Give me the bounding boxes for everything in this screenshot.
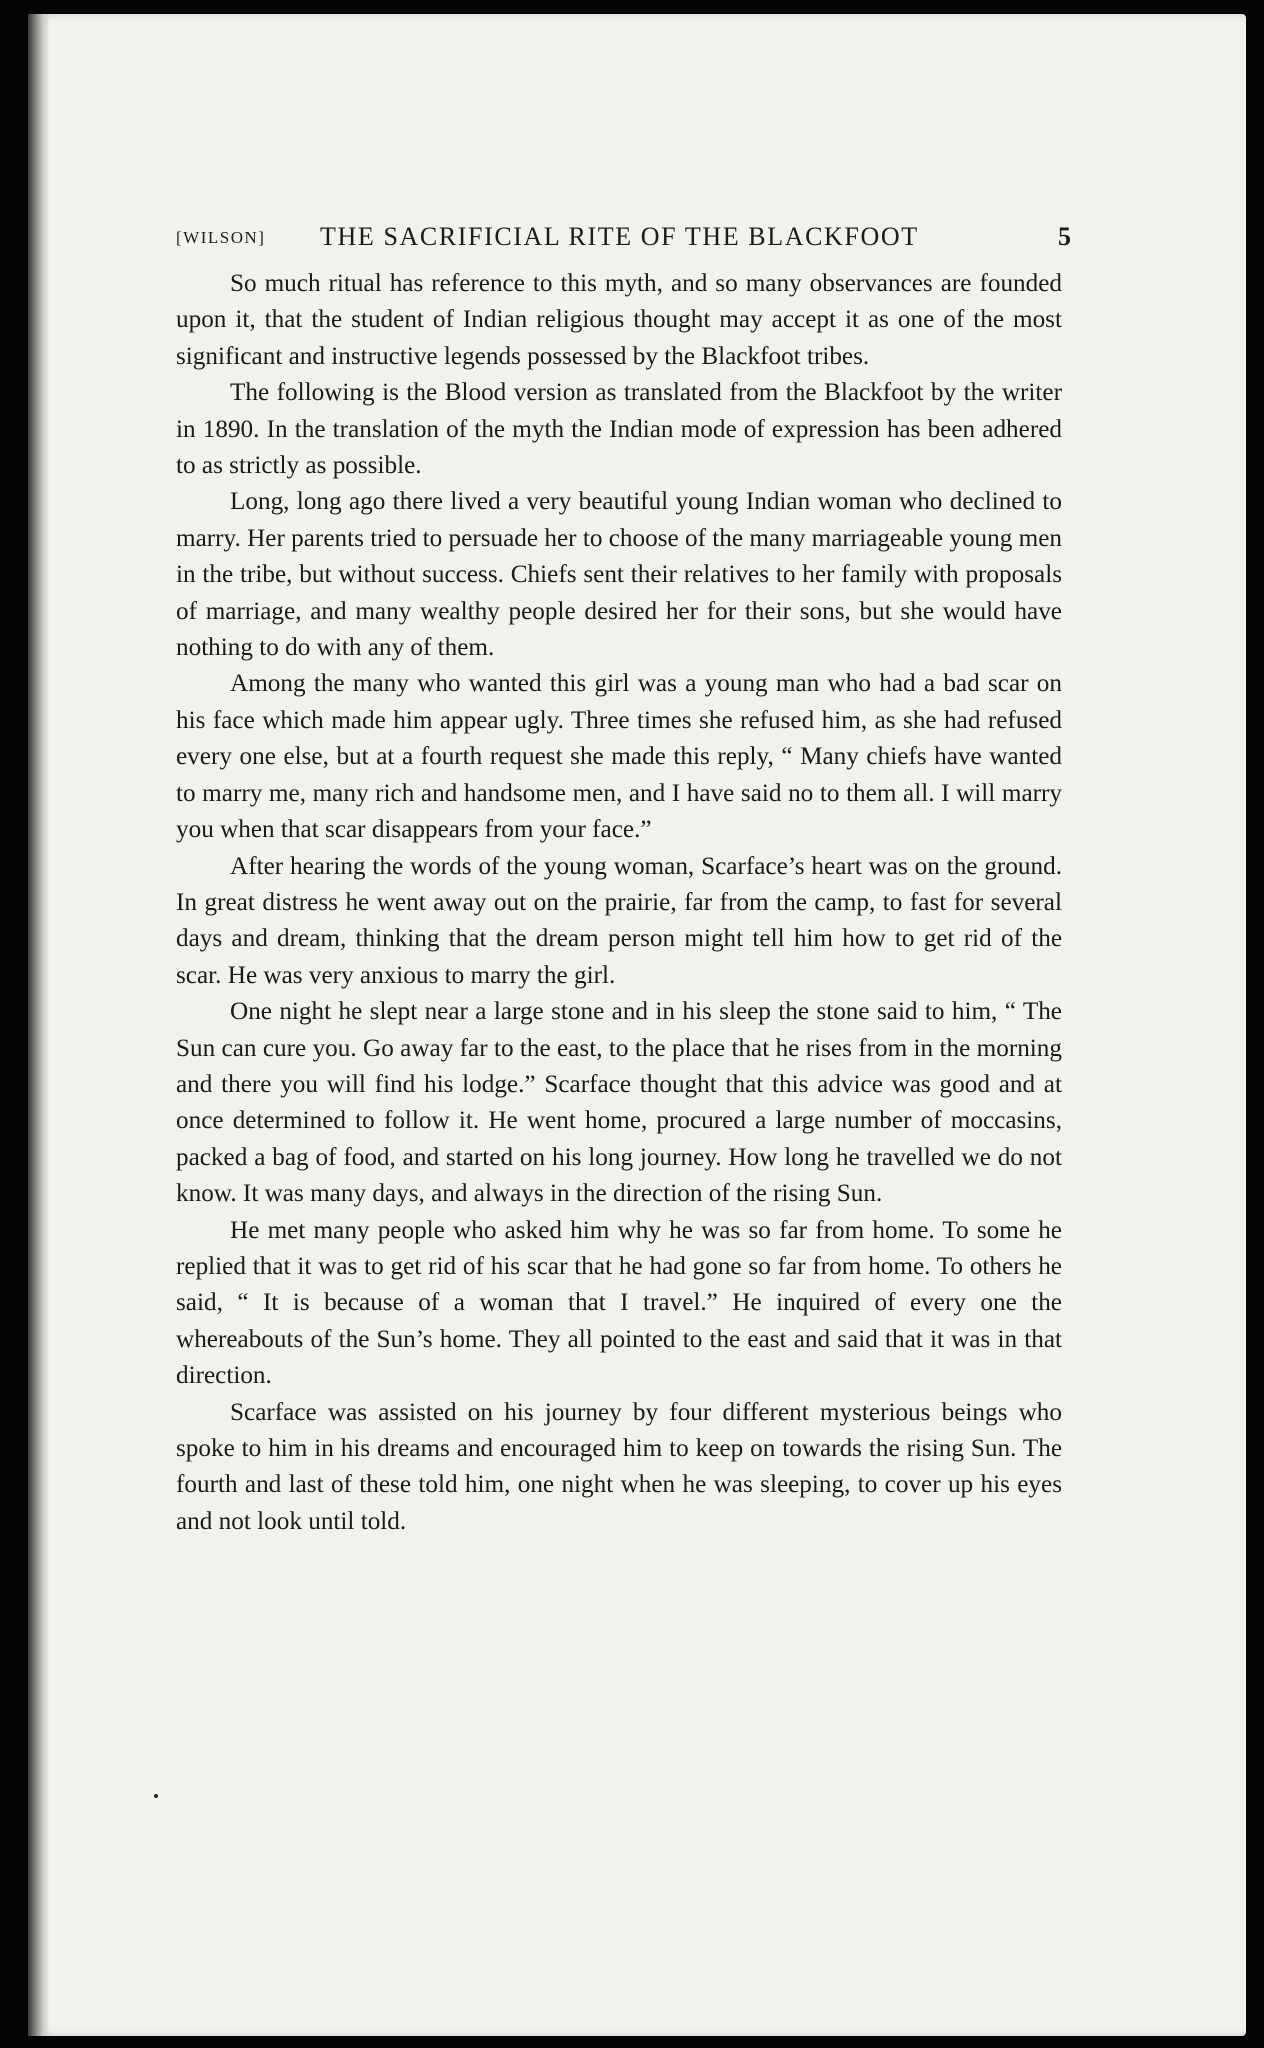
page-number: 5 xyxy=(1058,222,1072,251)
book-spine-shadow xyxy=(28,14,50,2036)
page-body xyxy=(176,266,1062,1540)
running-header xyxy=(176,222,1072,262)
paragraph-8: Scarface was assisted on his journey by four different mysterious beings who spoke to him in his dreams and encouraged him to keep on towards the rising Sun. The fourth and last of these told him, one night when he was sleeping, to cover up his eyes and not look until told. xyxy=(176,1398,1062,1535)
paragraph-3: Long, long ago there lived a very beautiful young Indian woman who declined to marry. Her parents tried to persuade her to choose of the many marriageable young men in the tribe, but without success. Chiefs sent their relatives to her family with proposals of marriage, and many wealthy people desired her for their sons, but she would have nothing to do with any of them. xyxy=(176,488,1062,662)
header-author: [WILSON] xyxy=(176,228,266,247)
paragraph-1: So much ritual has reference to this myth, and so many observances are founded upon it, that the student of Indian religious thought may accept it as one of the most significant and instructive legends possessed by the Blackfoot tribes. xyxy=(176,270,1062,370)
paragraph-4: Among the many who wanted this girl was a young man who had a bad scar on his face which made him appear ugly. Three times she refused him, as she had refused every one else, but at a fourth request she made this reply, “ Many chiefs have wanted to marry me, many rich and handsome men, and I have said no to them all. I will marry you when that scar disappears from your face.” xyxy=(176,670,1062,844)
margin-dot xyxy=(154,1794,158,1798)
paragraph-2: The following is the Blood version as translated from the Blackfoot by the writer in 1890. In the translation of the myth the Indian mode of expression has been adhered to as strictly as possible. xyxy=(176,379,1062,480)
paragraph-7: He met many people who asked him why he was so far from home. To some he replied that it was to get rid of his scar that he had gone so far from home. To others he said, “ It is because of a woman that I travel.” He inquired of every one the whereabouts of the Sun’s home. They all pointed to the east and said that it was in that direction. xyxy=(176,1216,1062,1390)
header-title: THE SACRIFICIAL RITE OF THE BLACKFOOT xyxy=(320,222,919,251)
paragraph-6: One night he slept near a large stone and in his sleep the stone said to him, “ The Sun can cure you. Go away far to the east, to the place that he rises from in the morning and there you will find his lodge.” Scarface thought that this advice was good and at once determined to follow it. He went home, procured a large number of moccasins, packed a bag of food, and started on his long journey. How long he travelled we do not know. It was many days, and always in the direction of the rising Sun. xyxy=(176,998,1062,1208)
paragraph-5: After hearing the words of the young woman, Scarface’s heart was on the ground. In great distress he went away out on the prairie, far from the camp, to fast for several days and dream, thinking that the dream person might tell him how to get rid of the scar. He was very anxious to marry the girl. xyxy=(176,852,1062,989)
